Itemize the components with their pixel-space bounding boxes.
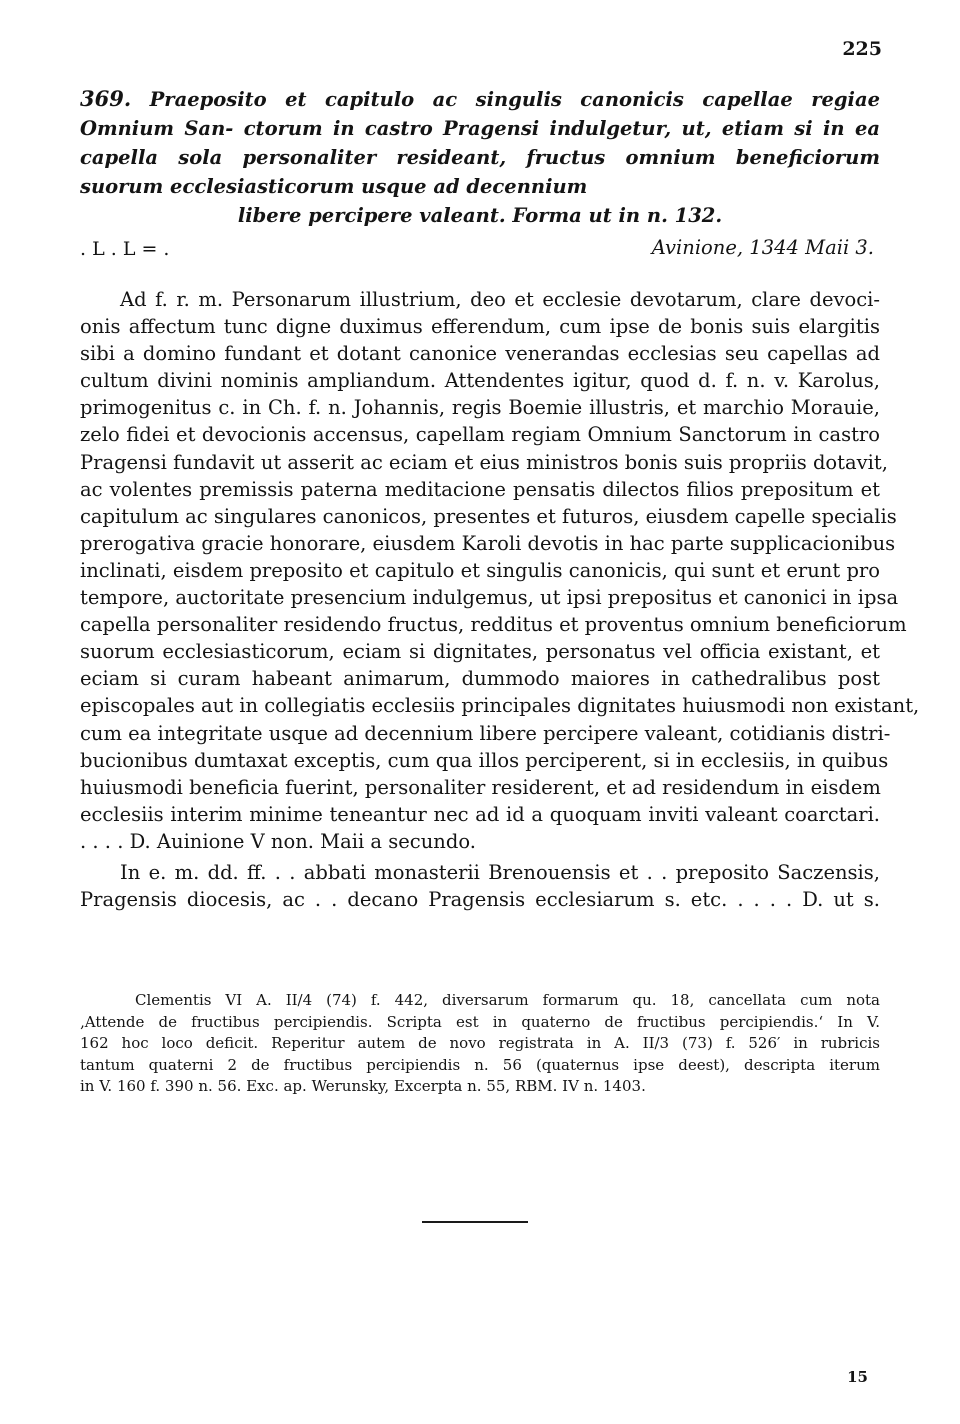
signature-mark: 15 — [847, 1368, 868, 1386]
body-line: eciam si curam habeant animarum, dummodo maiores in cathedralibus post — [80, 667, 880, 691]
closing-rule — [422, 1221, 528, 1223]
document-number: 369. — [80, 86, 132, 111]
heading-line: Praeposito et capitulo ac singulis canonicis capellae regiae Omnium San- — [80, 88, 880, 140]
body-line: primogenitus c. in Ch. f. n. Johannis, regis Boemie illustris, et marchio Morauie, — [80, 396, 880, 420]
footnote-line: ‚Attende de fructibus percipiendis. Scripta est in quaterno de fructibus percipiendis.‘ In V. — [80, 1012, 880, 1031]
body-line: ac volentes premissis paterna meditacione pensatis dilectos filios prepositum et — [80, 477, 880, 501]
body-line: sibi a domino fundant et dotant canonice venerandas ecclesias seu capellas ad — [80, 342, 880, 366]
body-line: inclinati, eisdem preposito et capitulo et singulis canonicis, qui sunt et erunt pro — [80, 558, 880, 582]
body-line: Pragensis diocesis, ac . . decano Pragensis ecclesiarum s. etc. . . . . D. ut s. — [80, 888, 880, 912]
body-line: huiusmodi beneficia fuerint, personaliter residerent, et ad residendum in eisdem — [80, 775, 881, 799]
body-line: ecclesiis interim minime teneantur nec ad id a quoquam inviti valeant coarctari. — [80, 802, 880, 826]
heading-line: libere percipere valeant. Forma ut in n. 132. — [237, 204, 723, 227]
body-line: episcopales aut in collegiatis ecclesiis principales dignitates huiusmodi non existant, — [80, 694, 920, 718]
heading-line: ctorum in castro Pragensi indulgetur, ut, etiam si in ea capella sola personaliter — [80, 117, 880, 169]
footnote-line: in V. 160 f. 390 n. 56. Exc. ap. Werunsky, Excerpta n. 55, RBM. IV n. 1403. — [80, 1077, 646, 1095]
document-heading — [80, 84, 880, 230]
footnote — [80, 990, 880, 1098]
document-body — [80, 286, 920, 913]
body-line: suorum ecclesiasticorum, eciam si dignitates, personatus vel officia existant, et — [80, 640, 880, 664]
body-line: prerogativa gracie honorare, eiusdem Karoli devotis in hac parte supplicacionibus — [80, 531, 896, 555]
body-line: capitulum ac singulares canonicos, presentes et futuros, eiusdem capelle specialis — [80, 504, 897, 528]
page-number: 225 — [842, 38, 882, 60]
body-line: cultum divini nominis ampliandum. Attendentes igitur, quod d. f. n. v. Karolus, — [80, 369, 880, 393]
body-line: tempore, auctoritate presencium indulgemus, ut ipsi prepositus et canonici in ipsa — [80, 586, 899, 610]
body-line: zelo fidei et devocionis accensus, capellam regiam Omnium Sanctorum in castro — [80, 423, 880, 447]
body-line: onis affectum tunc digne duximus efferendum, cum ipse de bonis suis elargitis — [80, 315, 880, 339]
body-line: capella personaliter residendo fructus, redditus et proventus omnium beneficiorum — [80, 613, 907, 637]
footnote-line: 162 hoc loco deficit. Reperitur autem de novo registrata in A. II/3 (73) f. 526′ in rubricis — [80, 1034, 880, 1052]
body-line: cum ea integritate usque ad decennium libere percipere valeant, cotidianis distri- — [80, 721, 891, 745]
footnote-line: Clementis VI A. II/4 (74) f. 442, diversarum formarum qu. 18, cancellata cum nota — [135, 991, 880, 1009]
heading-line: resideant, fructus omnium beneficiorum suorum ecclesiasticorum usque ad decennium — [80, 146, 880, 198]
body-line: Pragensi fundavit ut asserit ac eciam et eius ministros bonis suis propriis dotavit, — [80, 450, 888, 474]
body-line: Ad f. r. m. Personarum illustrium, deo et ecclesie devotarum, clare devoci- — [120, 288, 880, 311]
body-line: . . . . D. Auinione V non. Maii a secundo. — [80, 829, 476, 853]
body-line: In e. m. dd. ff. . . abbati monasterii Brenouensis et . . preposito Saczensis, — [120, 860, 880, 884]
sigla: . L . L = . — [80, 238, 170, 260]
footnote-line: tantum quaterni 2 de fructibus percipiendis n. 56 (quaternus ipse deest), descripta iterum — [80, 1055, 880, 1074]
place-date: Avinione, 1344 Maii 3. — [651, 236, 874, 259]
body-line: bucionibus dumtaxat exceptis, cum qua illos perciperent, si in ecclesiis, in quibus — [80, 748, 889, 772]
